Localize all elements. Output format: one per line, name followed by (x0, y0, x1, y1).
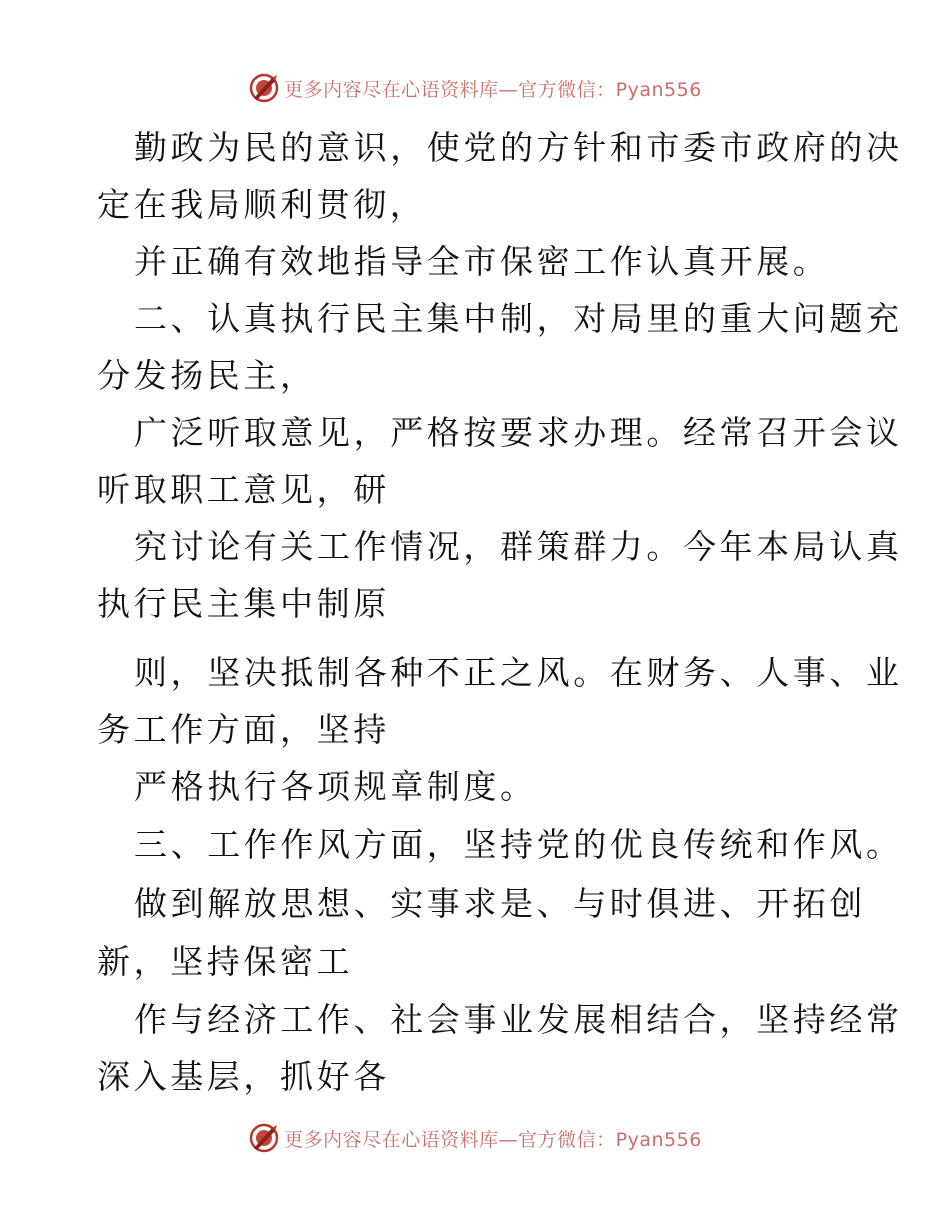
feather-pen-logo-icon (248, 1122, 280, 1154)
paragraph-line: 执行民主集中制原 (97, 584, 390, 623)
paragraph-line: 勤政为民的意识，使党的方针和市委市政府的决 (134, 128, 903, 167)
paragraph-line: 究讨论有关工作情况，群策群力。今年本局认真 (134, 527, 903, 566)
header-watermark (0, 72, 950, 104)
paragraph-line: 做到解放思想、实事求是、与时俱进、开拓创 (134, 884, 866, 923)
paragraph-line: 分发扬民主， (97, 356, 317, 395)
paragraph-line: 严格执行各项规章制度。 (134, 767, 537, 806)
paragraph-line: 并正确有效地指导全市保密工作认真开展。 (134, 242, 830, 281)
feather-pen-logo-icon (248, 72, 280, 104)
paragraph-line: 深入基层，抓好各 (97, 1057, 390, 1096)
footer-watermark (0, 1122, 950, 1154)
paragraph-line: 务工作方面，坚持 (97, 710, 390, 749)
paragraph-line: 新，坚持保密工 (97, 942, 354, 981)
paragraph-line: 则，坚决抵制各种不正之风。在财务、人事、业 (134, 653, 903, 692)
paragraph-line: 二、认真执行民主集中制，对局里的重大问题充 (134, 299, 903, 338)
paragraph-line: 作与经济工作、社会事业发展相结合，坚持经常 (134, 1000, 903, 1039)
paragraph-line: 听取职工意见，研 (97, 470, 390, 509)
watermark-text: 更多内容尽在心语资料库—官方微信：Pyan556 (284, 78, 702, 101)
paragraph-line: 三、工作作风方面，坚持党的优良传统和作风。 (134, 825, 903, 864)
watermark-text: 更多内容尽在心语资料库—官方微信：Pyan556 (284, 1128, 702, 1151)
paragraph-line: 广泛听取意见，严格按要求办理。经常召开会议 (134, 413, 903, 452)
paragraph-line: 定在我局顺利贯彻， (97, 185, 427, 224)
